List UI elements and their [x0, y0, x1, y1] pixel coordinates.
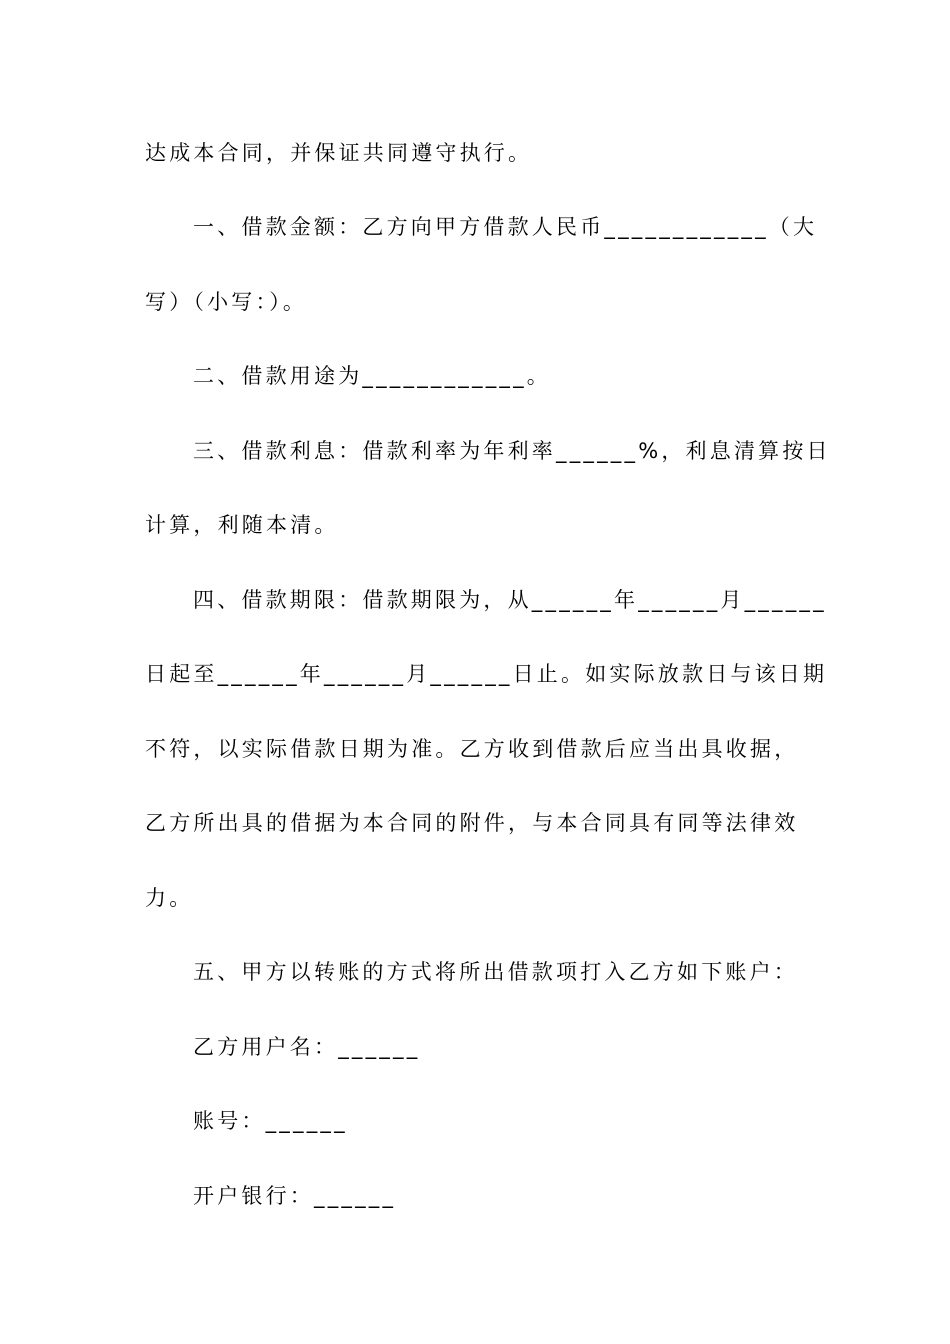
- text-line: 达成本合同，并保证共同遵守执行。: [145, 141, 533, 165]
- account-name-field: 乙方用户名：______: [193, 1035, 421, 1059]
- clause-4-line: 四、借款期限：借款期限为，从______年______月______: [193, 588, 827, 612]
- clause-3-line: 三、借款利息：借款利率为年利率______%，利息清算按日: [193, 439, 831, 463]
- text-line: 不符，以实际借款日期为准。乙方收到借款后应当出具收据，: [145, 737, 799, 761]
- bank-field: 开户银行：______: [193, 1184, 397, 1208]
- text-line: 力。: [145, 886, 194, 910]
- clause-5-line: 五、甲方以转账的方式将所出借款项打入乙方如下账户：: [193, 960, 798, 984]
- text-line: 日起至______年______月______日止。如实际放款日与该日期: [145, 662, 828, 686]
- account-number-field: 账号：______: [193, 1109, 348, 1133]
- clause-2-line: 二、借款用途为____________。: [193, 364, 551, 388]
- text-line: 写）（小写：）。: [145, 290, 308, 314]
- text-line: 乙方所出具的借据为本合同的附件，与本合同具有同等法律效: [145, 811, 799, 835]
- clause-1-line: 一、借款金额：乙方向甲方借款人民币____________（大: [193, 215, 818, 239]
- text-line: 计算，利随本清。: [145, 513, 339, 537]
